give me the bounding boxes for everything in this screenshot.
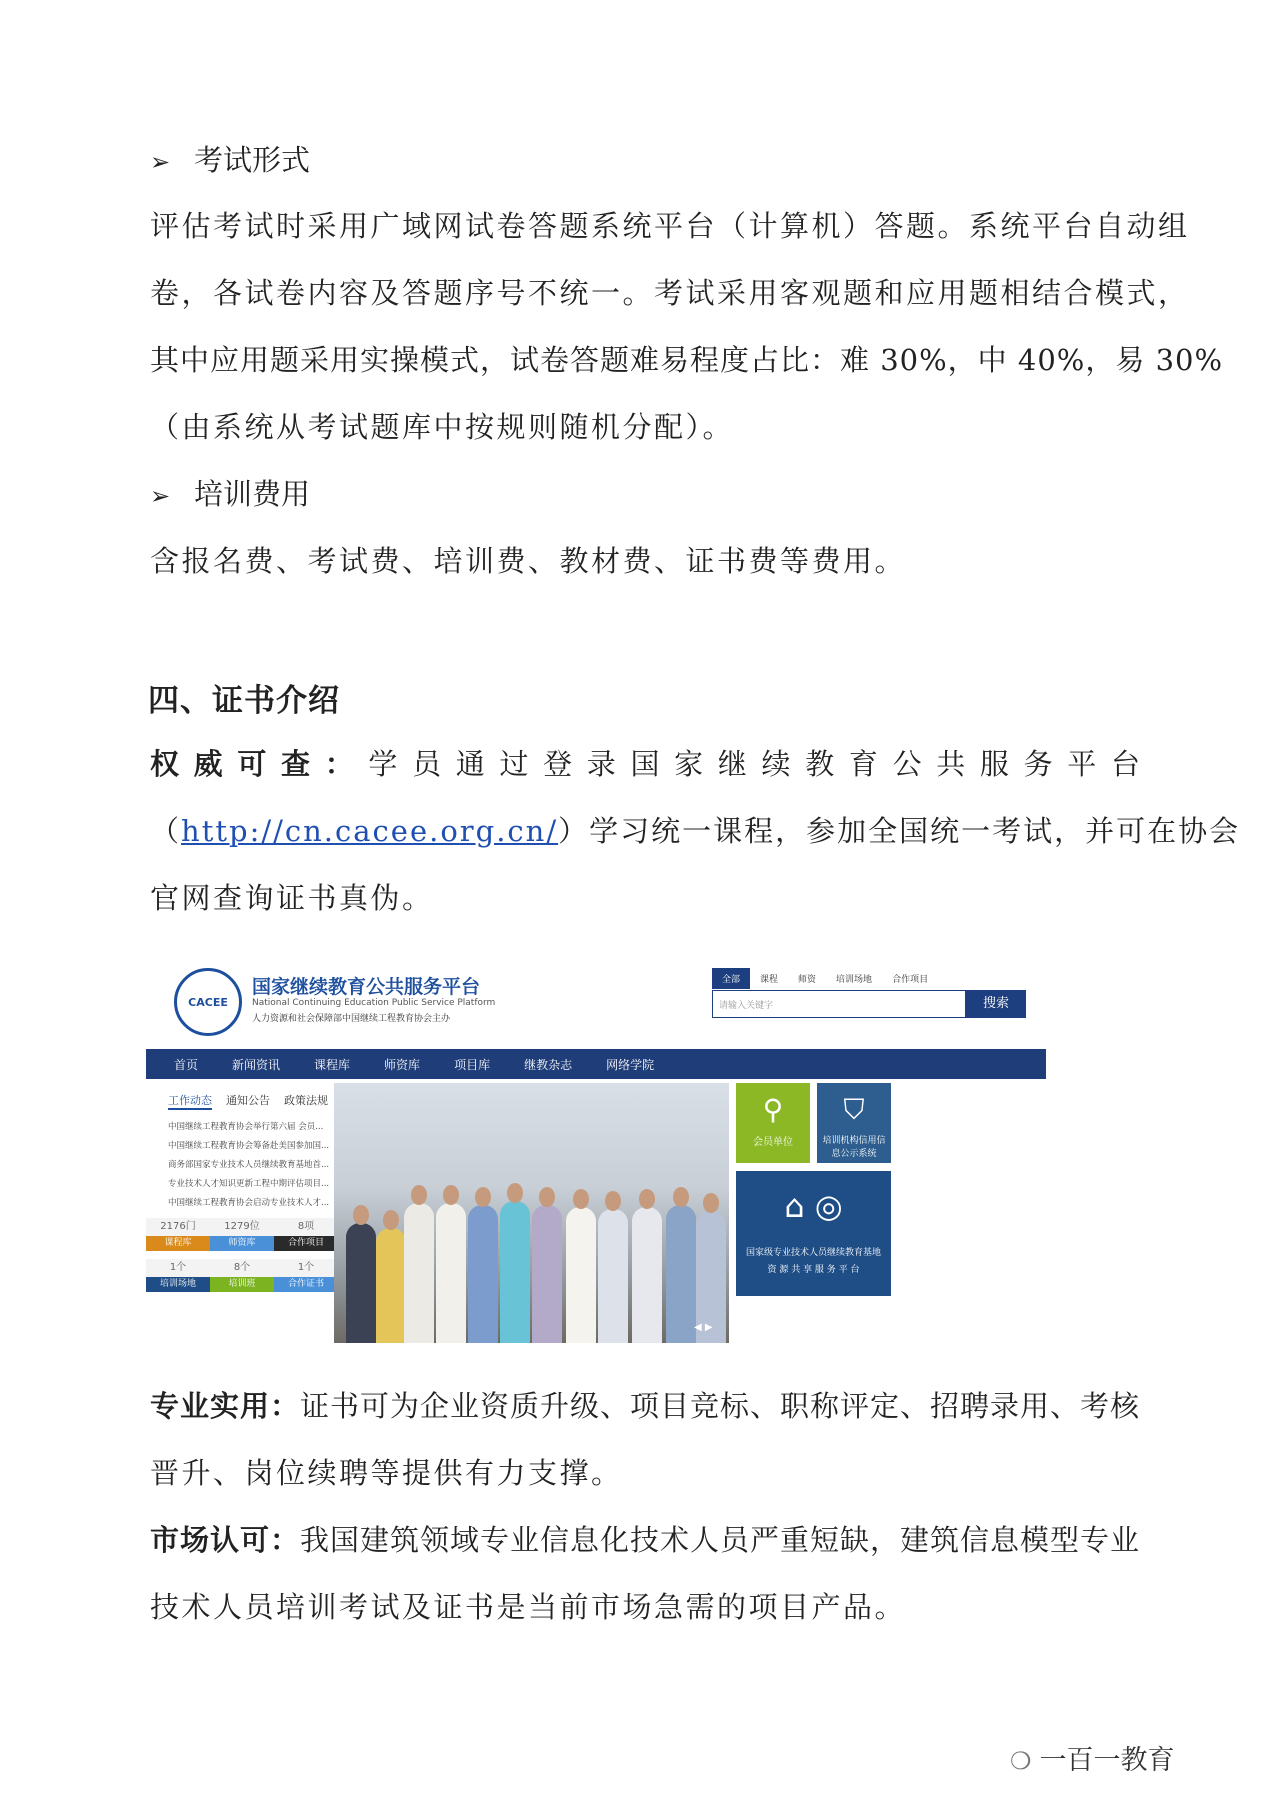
cacee-logo: CACEE [174,968,242,1036]
arrow-bullet-icon: ➢ [150,482,171,510]
market-text-1: 我国建筑领域专业信息化技术人员严重短缺，建筑信息模型专业 [300,1523,1141,1557]
base-tile[interactable] [736,1171,891,1296]
chevron-right-icon[interactable]: ▶ [704,1322,713,1333]
search-tab[interactable]: 课程 [760,975,779,985]
group-photo [334,1083,729,1343]
search-input[interactable]: 请输入关键字 [712,990,966,1018]
authority-label: 权威可查： [150,747,369,781]
search-tab[interactable]: 全部 [712,968,750,989]
stat-num: 1个 [274,1259,338,1277]
authority-line-2 [150,809,1240,850]
authority-line-1 [150,742,1140,783]
search-people-icon: ⚲ [762,1093,784,1126]
nav-item[interactable]: 首页 [174,1057,199,1072]
nav-item[interactable]: 课程库 [314,1057,351,1072]
training-fee-heading-text: 培训费用 [194,477,311,511]
left-tab[interactable]: 工作动态 [168,1092,212,1110]
section-title: 四、证书介绍 [148,683,340,719]
training-fee-text: 含报名费、考试费、培训费、教材费、证书费等费用。 [150,544,907,578]
market-line-1 [150,1518,1140,1559]
stat-num: 8项 [274,1218,338,1236]
news-item[interactable]: 中国继续工程教育协会启动专业技术人才... [168,1198,330,1208]
market-label: 市场认可： [150,1523,301,1557]
base-logo-icon: ⌂ ◎ [784,1187,843,1225]
practical-label: 专业实用： [150,1389,301,1423]
nav-item[interactable]: 项目库 [454,1057,491,1072]
exam-format-heading-text: 考试形式 [194,143,311,177]
left-tabs [168,1092,342,1110]
stat-num: 1279位 [210,1218,274,1236]
site-title: 国家继续教育公共服务平台 [252,976,481,998]
base-tile-line1: 国家级专业技术人员继续教育基地 [745,1248,881,1258]
exam-format-line-2: 卷，各试卷内容及答题序号不统一。考试采用客观题和应用题相结合模式， [150,276,1190,310]
news-list [168,1118,338,1213]
search-tab[interactable]: 师资 [798,975,817,985]
stat-cell[interactable] [274,1218,338,1251]
news-item[interactable]: 专业技术人才知识更新工程中期评估项目... [168,1179,330,1189]
cacee-link[interactable]: http://cn.cacee.org.cn/ [181,814,559,848]
site-subtitle-en: National Continuing Education Public Service Platform [252,998,496,1008]
base-tile-line2: 资 源 共 享 服 务 平 台 [767,1265,860,1275]
exam-format-line-1: 评估考试时采用广域网试卷答题系统平台（计算机）答题。系统平台自动组 [150,209,1190,243]
stat-label: 师资库 [210,1236,274,1251]
stat-label: 培训场地 [146,1277,210,1292]
site-navbar [146,1049,1046,1079]
stat-num: 1个 [146,1259,210,1277]
news-item[interactable]: 商务部国家专业技术人员继续教育基地首... [168,1160,330,1170]
member-tile[interactable] [736,1083,810,1163]
practical-line-1 [150,1384,1140,1425]
watermark-text: 一百一教育 [1039,1745,1175,1776]
watermark [1010,1738,1175,1777]
stat-num: 2176门 [146,1218,210,1236]
stat-num: 8个 [210,1259,274,1277]
stat-label: 合作证书 [274,1277,338,1292]
paren-open: （ [150,814,182,848]
stat-cell[interactable] [210,1218,274,1251]
stat-label: 合作项目 [274,1236,338,1251]
member-tile-label: 会员单位 [753,1137,793,1148]
stat-cell[interactable] [146,1218,210,1251]
site-subtitle-cn: 人力资源和社会保障部中国继续工程教育协会主办 [252,1014,451,1024]
exam-format-heading [150,138,310,179]
practical-line-2: 晋升、岗位续聘等提供有力支撑。 [150,1456,623,1490]
stat-cell[interactable] [274,1259,338,1292]
nav-item[interactable]: 师资库 [384,1057,421,1072]
search-tabs [712,968,938,989]
search-button[interactable]: 搜索 [966,990,1026,1018]
slider-arrows[interactable] [694,1322,713,1333]
nav-item[interactable]: 网络学院 [606,1057,655,1072]
market-line-2: 技术人员培训考试及证书是当前市场急需的项目产品。 [150,1590,907,1624]
search-tab[interactable]: 合作项目 [892,975,929,985]
stat-cell[interactable] [146,1259,210,1292]
training-fee-heading [150,472,310,513]
stat-cell[interactable] [210,1259,274,1292]
credit-tile-label: 培训机构信用信息公示系统 [822,1136,886,1159]
search-tab[interactable]: 培训场地 [836,975,873,985]
authority-text-2: ）学习统一课程，参加全国统一考试，并可在协会 [558,814,1241,848]
shield-check-icon: ⛉ [843,1093,865,1126]
authority-text-1: 学员通过登录国家继续教育公共服务平台 [368,747,1140,781]
chevron-left-icon[interactable]: ◀ [694,1322,702,1333]
news-item[interactable]: 中国继续工程教育协会筹备赴美国参加国... [168,1141,330,1151]
left-tab[interactable]: 政策法规 [284,1094,328,1107]
stat-label: 课程库 [146,1236,210,1251]
practical-text-1: 证书可为企业资质升级、项目竞标、职称评定、招聘录用、考核 [300,1389,1141,1423]
exam-format-line-3: 其中应用题采用实操模式，试卷答题难易程度占比：难 30%，中 40%，易 30% [150,343,1224,377]
news-item[interactable]: 中国继续工程教育协会举行第六届 会员... [168,1122,324,1132]
wechat-icon: ❍ [1010,1747,1032,1775]
stats-grid [146,1218,338,1292]
exam-format-line-4: （由系统从考试题库中按规则随机分配）。 [150,410,735,444]
nav-item[interactable]: 继教杂志 [524,1057,573,1072]
left-tab[interactable]: 通知公告 [226,1094,270,1107]
authority-line-3: 官网查询证书真伪。 [150,881,434,915]
nav-item[interactable]: 新闻资讯 [232,1057,281,1072]
arrow-bullet-icon: ➢ [150,148,171,176]
credit-tile[interactable] [817,1083,891,1163]
website-screenshot [146,958,1046,1343]
stat-label: 培训班 [210,1277,274,1292]
